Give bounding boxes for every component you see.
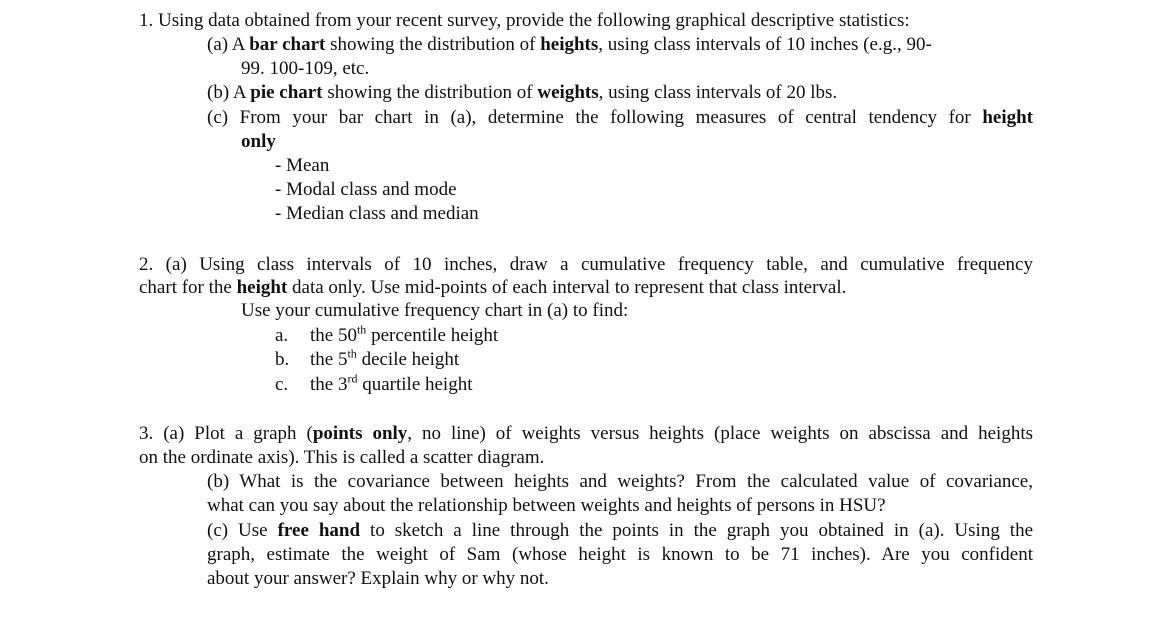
q1a-mid: showing the distribution of <box>325 34 541 55</box>
q1a-line <box>207 34 932 56</box>
q1c-item-mode: - Modal class and mode <box>275 179 457 200</box>
q1a-bold-heights: heights <box>540 34 599 55</box>
q3a-line2: on the ordinate axis). This is called a scatter diagram. <box>139 447 545 468</box>
q3b-line1: (b) What is the covariance between heights and weights? From the calculated value of covariance, <box>207 471 1033 492</box>
q1c-line <box>207 107 1033 129</box>
q1b-suffix: , using class intervals of 20 lbs. <box>598 82 838 103</box>
q2-line2-bold-height: height <box>236 277 288 298</box>
q2-item-a-label: a. <box>275 325 289 346</box>
q3a-bold-points-only: points only <box>312 423 408 444</box>
q1c-item-median: - Median class and median <box>275 203 479 224</box>
q1c-bold-height: height <box>982 107 1033 128</box>
q3c-line3: about your answer? Explain why or why not. <box>207 568 549 589</box>
q3b-line2: what can you say about the relationship between weights and heights of persons in HSU? <box>207 495 886 516</box>
q2-line2-suffix: data only. Use mid-points of each interval to represent that class interval. <box>287 277 847 298</box>
q3c-bold-free-hand: free hand <box>277 520 361 541</box>
q2-line1: 2. (a) Using class intervals of 10 inches, draw a cumulative frequency table, and cumulative frequency <box>139 254 1033 275</box>
q1-intro: 1. Using data obtained from your recent survey, provide the following graphical descriptive statistics: <box>139 10 910 31</box>
q1a-prefix: (a) A <box>207 34 250 55</box>
q1b-bold-weights: weights <box>537 82 599 103</box>
q3a-line1: 3. (a) Plot a graph (points only, no line) of weights versus heights (place weights on abscissa and heights <box>139 423 1033 444</box>
q2-item-b: b. the 5th decile height <box>275 346 460 370</box>
q1c-bold-only: only <box>241 131 276 152</box>
q1b-mid: showing the distribution of <box>322 82 538 103</box>
q3c-line1: (c) Use free hand to sketch a line through the points in the graph you obtained in (a). Using the <box>207 520 1034 541</box>
q1c-item-mean: - Mean <box>275 155 330 176</box>
q2-line3: Use your cumulative frequency chart in (a) to find: <box>241 300 629 321</box>
q1a-bold-bar-chart: bar chart <box>249 34 326 55</box>
q1b-prefix: (b) A <box>207 82 251 103</box>
q1a-suffix: , using class intervals of 10 inches (e.g., 90- <box>598 34 932 55</box>
q2-item-a: a. the 50th percentile height <box>275 322 499 346</box>
q2-line2 <box>139 277 846 299</box>
q1b-line <box>207 82 837 104</box>
q1a-cont: 99. 100-109, etc. <box>241 58 370 79</box>
q1b-bold-pie-chart: pie chart <box>250 82 323 103</box>
q2-item-c-label: c. <box>275 374 289 395</box>
q2-item-b-label: b. <box>275 349 290 370</box>
q3c-line2: graph, estimate the weight of Sam (whose height is known to be 71 inches). Are you confident <box>207 544 1033 565</box>
q2-item-c: c. the 3rd quartile height <box>275 371 473 395</box>
q1c-text: (c) From your bar chart in (a), determine the following measures of central tendency for <box>207 107 983 128</box>
q2-line2-prefix: chart for the <box>139 277 237 298</box>
